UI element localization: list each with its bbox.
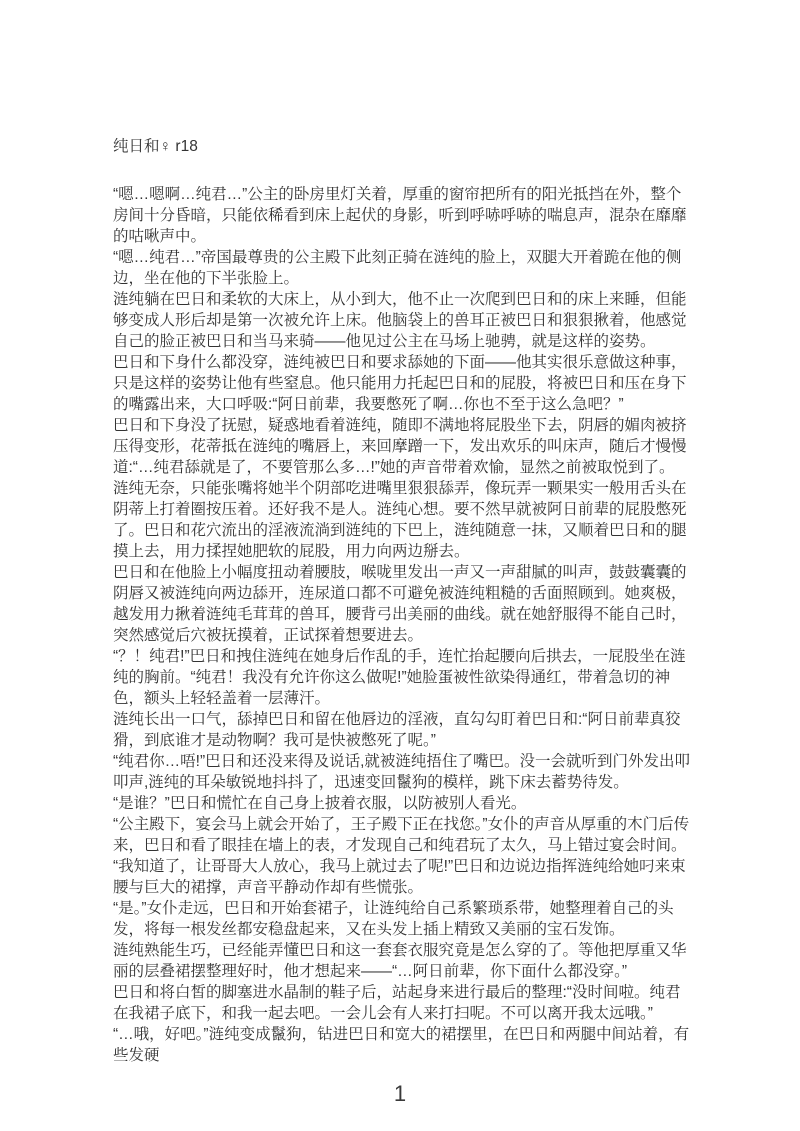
page-number: 1 [393,1081,407,1106]
paragraph: “我知道了，让哥哥大人放心，我马上就过去了呢!”巴日和边说边指挥涟纯给她叼来束腰与巨大的裙撑，声音平静动作却有些慌张。 [113,858,686,896]
paragraph: “是。”女仆走远，巴日和开始套裙子，让涟纯给自己系繁琐系带，她整理着自己的头发，将每一根发丝都安稳盘起来，又在头发上插上精致又美丽的宝石发饰。 [113,900,674,938]
paragraph: “？！纯君!”巴日和拽住涟纯在她身后作乱的手，连忙抬起腰向后拱去，一屁股坐在涟纯的胸前。“纯君！我没有允许你这么做呢!”她脸蛋被性欲染得通红，带着急切的神色，额头上轻轻盖着一层薄汗。 [113,648,686,707]
paragraph: “…哦，好吧。”涟纯变成鬣狗，钻进巴日和宽大的裙摆里，在巴日和两腿中间站着，有些发硬 [113,1026,690,1064]
paragraph: “是谁？”巴日和慌忙在自己身上披着衣服，以防被别人看光。 [113,795,527,812]
paragraph: 巴日和下身什么都没穿，涟纯被巴日和要求舔她的下面——他其实很乐意做这种事，只是这样的姿势让他有些窒息。他只能用力托起巴日和的屁股，将被巴日和压在身下的嘴露出来，大口呼吸:“阿日前辈，我要憋死了啊…你也不至于这么急吧？” [113,354,687,413]
paragraph: “嗯…纯君…”帝国最尊贵的公主殿下此刻正骑在涟纯的脸上，双腿大开着跪在他的侧边，坐在他的下半张脸上。 [113,249,682,287]
document-content [113,136,690,1066]
paragraph: 涟纯躺在巴日和柔软的大床上，从小到大，他不止一次爬到巴日和的床上来睡，但能够变成人形后却是第一次被允许上床。他脑袋上的兽耳正被巴日和狠狠揪着，他感觉自己的脸正被巴日和当马来骑——他见过公主在马场上驰骋，就是这样的姿势。 [113,291,687,350]
paragraph: 巴日和在他脸上小幅度扭动着腰肢，喉咙里发出一声又一声甜腻的叫声，鼓鼓囊囊的阴唇又被涟纯向两边舔开，连尿道口都不可避免被涟纯粗糙的舌面照顾到。她爽极，越发用力揪着涟纯毛茸茸的兽耳，腰背弓出美丽的曲线。就在她舒服得不能自己时，突然感觉后穴被抚摸着，正试探着想要进去。 [113,564,687,644]
body-text [113,184,690,1066]
paragraph: 巴日和下身没了抚慰，疑惑地看着涟纯，随即不满地将屁股坐下去，阴唇的媚肉被挤压得变形，花蒂抵在涟纯的嘴唇上，来回摩蹭一下，发出欢乐的叫床声，随后才慢慢道:“…纯君舔就是了，不要管那么多…!”她的声音带着欢愉，显然之前被取悦到了。 [113,417,687,476]
paragraph: 巴日和将白皙的脚塞进水晶制的鞋子后，站起身来进行最后的整理:“没时间啦。纯君在我裙子底下，和我一起去吧。一会儿会有人来打扫呢。不可以离开我太远哦。” [113,984,681,1022]
paragraph: “纯君你…唔!”巴日和还没来得及说话,就被涟纯捂住了嘴巴。没一会就听到门外发出叩叩声,涟纯的耳朵敏锐地抖抖了，迅速变回鬣狗的模样，跳下床去蓄势待发。 [113,753,690,791]
paragraph: “嗯…嗯啊…纯君…”公主的卧房里灯关着，厚重的窗帘把所有的阳光抵挡在外，整个房间十分昏暗，只能依稀看到床上起伏的身影，听到呼哧呼哧的喘息声，混杂在靡靡的咕啾声中。 [113,186,687,245]
paragraph: “公主殿下，宴会马上就会开始了，王子殿下正在找您。”女仆的声音从厚重的木门后传来，巴日和看了眼挂在墙上的表，才发现自己和纯君玩了太久，马上错过宴会时间。 [113,816,690,854]
paragraph: 涟纯无奈，只能张嘴将她半个阴部吃进嘴里狠狠舔弄，像玩弄一颗果实一般用舌头在阴蒂上打着圈按压着。还好我不是人。涟纯心想。要不然早就被阿日前辈的屁股憋死了。巴日和花穴流出的淫液流淌到涟纯的下巴上，涟纯随意一抹，又顺着巴日和的腿摸上去，用力揉捏她肥软的屁股，用力向两边掰去。 [113,480,687,560]
page-title: 纯日和♀ r18 [113,138,198,155]
paragraph: 涟纯熟能生巧，已经能弄懂巴日和这一套套衣服究竟是怎么穿的了。等他把厚重又华丽的层叠裙摆整理好时，他才想起来——“…阿日前辈，你下面什么都没穿。” [113,942,687,980]
paragraph: 涟纯长出一口气，舔掉巴日和留在他唇边的淫液，直勾勾盯着巴日和:“阿日前辈真狡猾，到底谁才是动物啊？我可是快被憋死了呢。” [113,711,681,749]
